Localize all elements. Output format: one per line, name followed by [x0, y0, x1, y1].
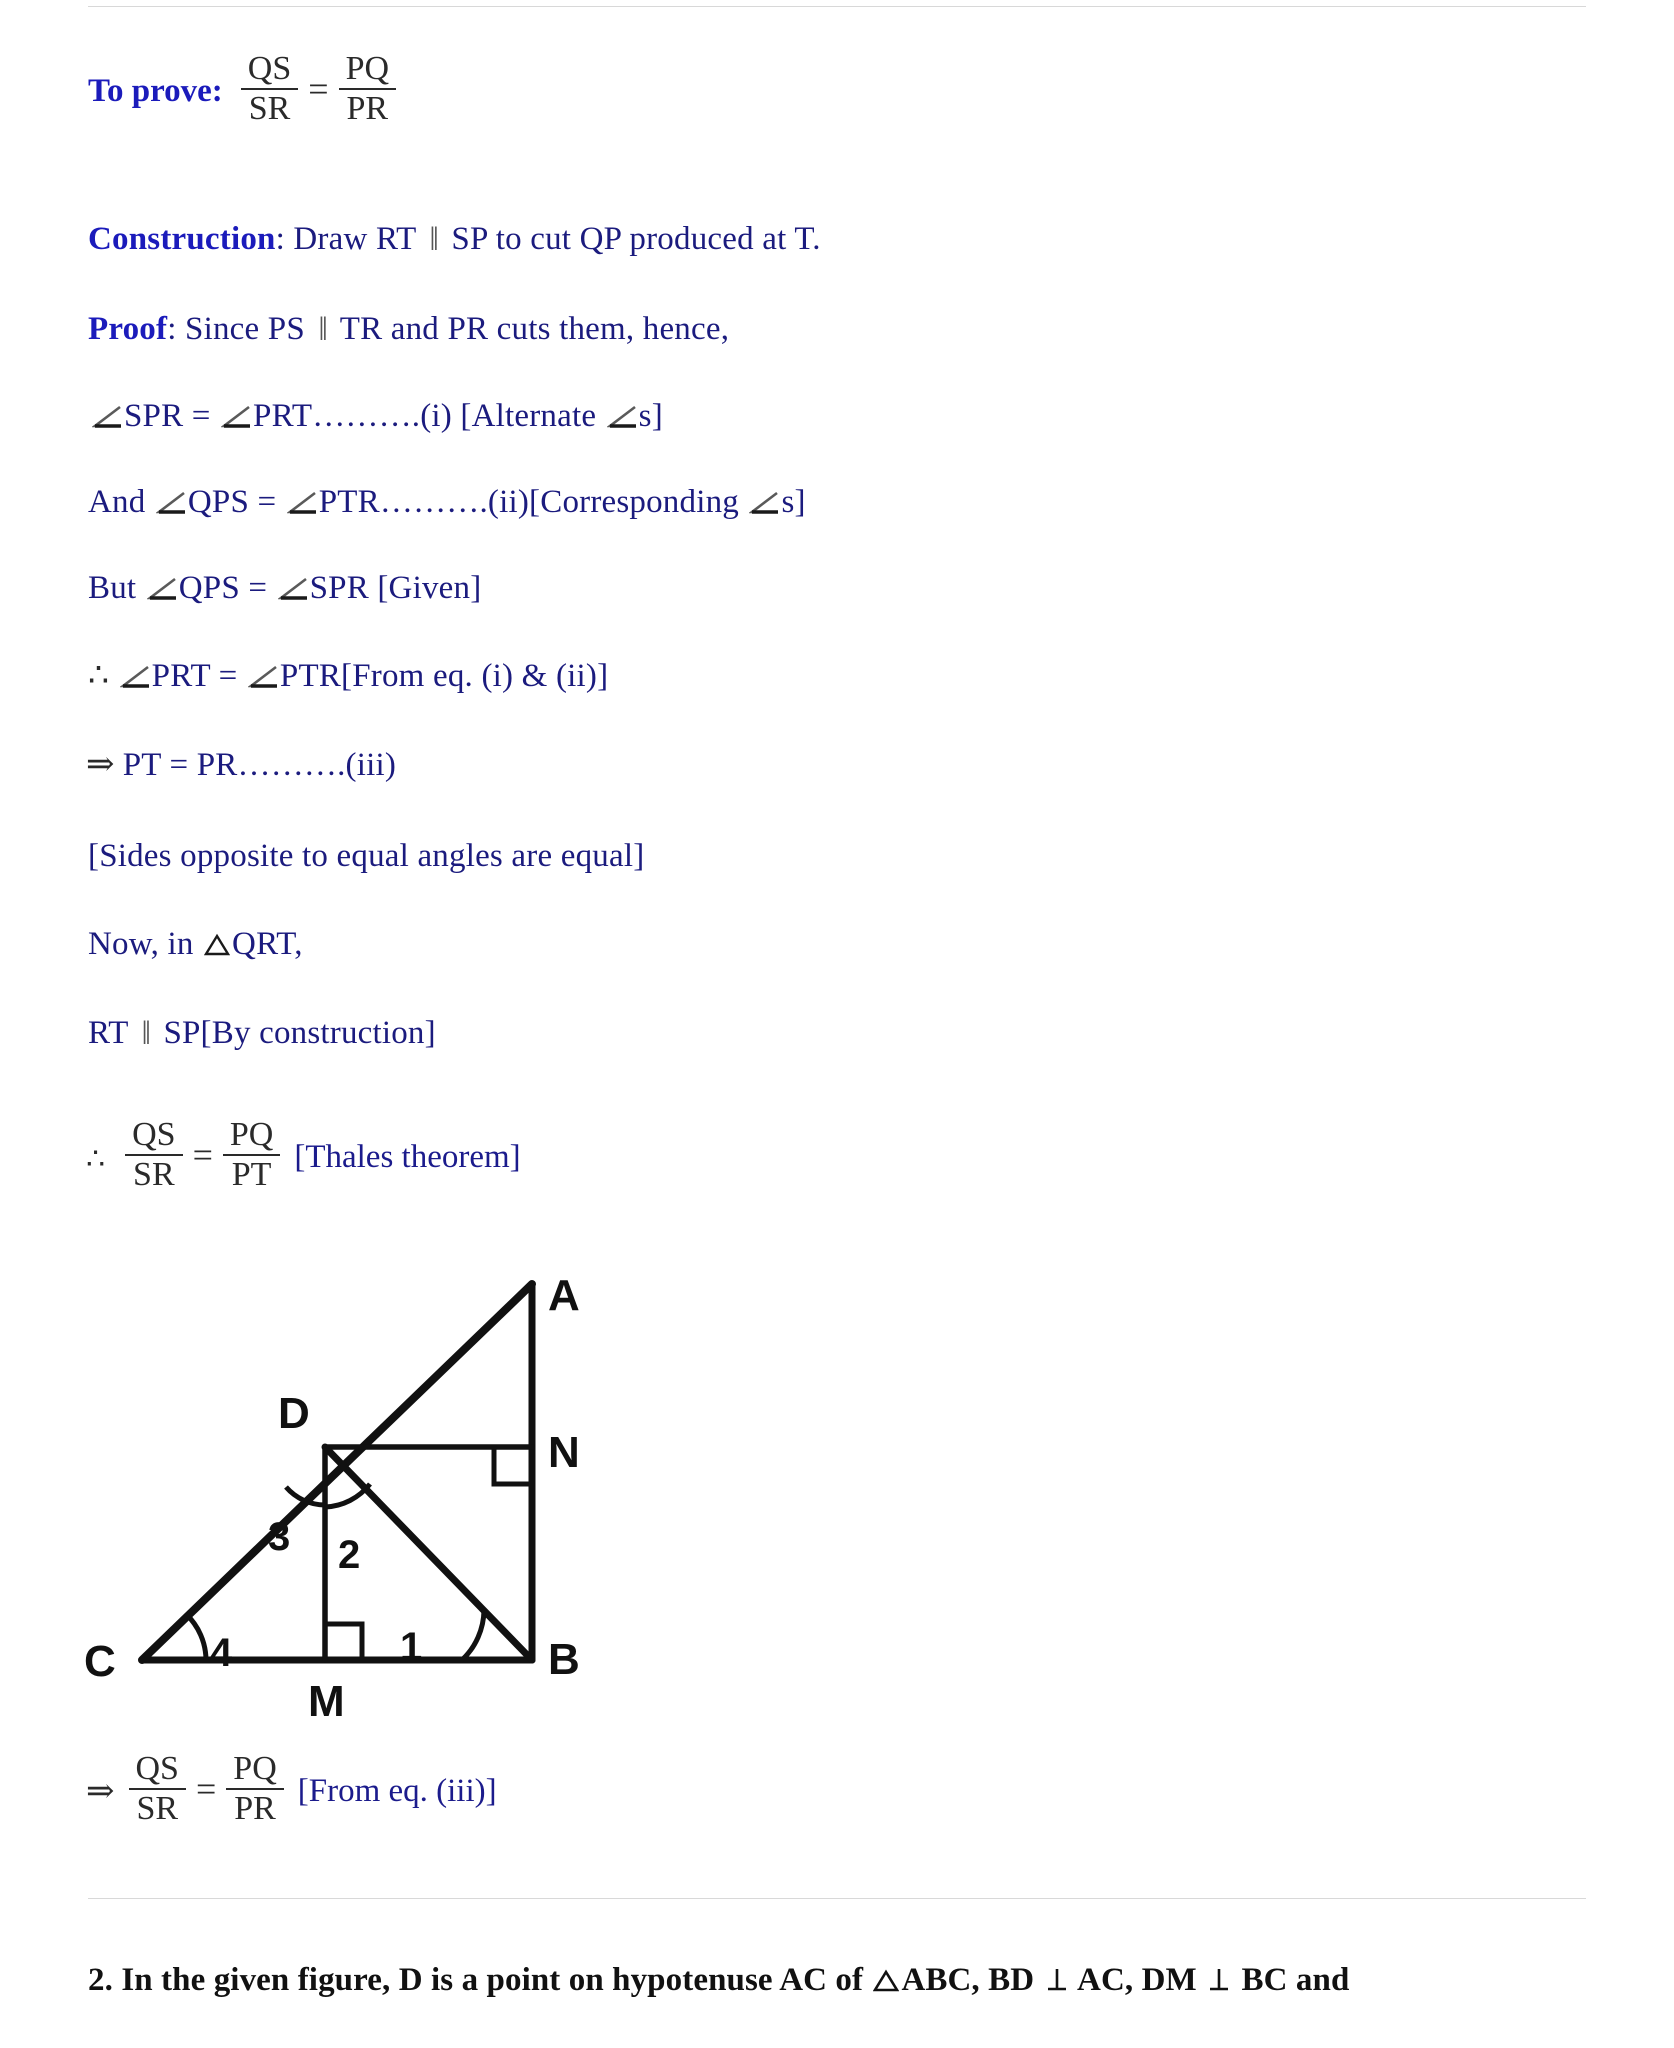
rt-before: RT [88, 1015, 137, 1051]
angle-icon [287, 491, 317, 515]
angle-icon [147, 577, 177, 601]
fraction-qs-sr [241, 50, 298, 128]
fraction-denominator: SR [241, 88, 298, 128]
angle-icon [92, 405, 122, 429]
proof-text-after: TR and PR cuts them, hence, [331, 311, 730, 347]
step-a: PRT [151, 658, 211, 694]
equals-sign: = [192, 1135, 213, 1176]
question-part4: BC and [1233, 1962, 1350, 1998]
figure-angle-2: 2 [338, 1533, 361, 1577]
top-divider [88, 6, 1586, 7]
now-in-qrt-line [88, 928, 303, 961]
angle-icon [221, 405, 251, 429]
perpendicular-icon [1046, 1965, 1068, 1991]
figure-angle-4: 4 [210, 1631, 233, 1675]
next-question-line [88, 1962, 1349, 1999]
step-mid: = [183, 398, 220, 434]
sides-opposite-note: [Sides opposite to equal angles are equal] [88, 838, 645, 874]
proof-label: Proof [88, 311, 168, 347]
construction-label: Construction [88, 221, 276, 257]
fraction-denominator: PR [339, 88, 396, 128]
conclusion-row [86, 1752, 497, 1830]
perpendicular-icon [1208, 1965, 1230, 1991]
pt-equals-pr-line [86, 748, 396, 782]
figure-angle-3: 3 [268, 1515, 291, 1559]
thales-note: [Thales theorem] [294, 1138, 521, 1175]
construction-text-after: SP to cut QP produced at T. [442, 221, 821, 257]
step-a: QPS [178, 570, 240, 606]
question-number: 2. [88, 1962, 113, 1998]
conclusion-note: [From eq. (iii)] [297, 1772, 497, 1809]
thales-row [86, 1118, 521, 1196]
fraction-numerator: QS [132, 1116, 176, 1153]
step-b: SPR [Given] [309, 570, 482, 606]
to-prove-row [88, 52, 402, 130]
figure-angle-1: 1 [400, 1625, 423, 1669]
angle-icon [607, 405, 637, 429]
parallel-icon: ‖ [318, 311, 327, 348]
question-part2: ABC, BD [901, 1962, 1043, 1998]
proof-text-before: : Since PS [167, 311, 314, 347]
step-b: PRT [253, 398, 313, 434]
triangle-icon [204, 931, 230, 955]
fraction-numerator: PQ [233, 1750, 277, 1787]
fraction-denominator: SR [125, 1154, 182, 1194]
implies-icon: ⇒ [86, 1773, 115, 1811]
question-part1: In the given figure, D is a point on hypotenuse AC of [121, 1962, 872, 1998]
step-suffix: ……….(ii)[Corresponding [379, 484, 748, 520]
step-a: QPS [187, 484, 250, 520]
fraction-qs-sr [129, 1750, 186, 1828]
construction-line [88, 222, 821, 256]
now-in-after: QRT, [232, 926, 303, 962]
therefore-icon: ∴ [88, 658, 118, 694]
step-prefix: And [88, 484, 154, 520]
proof-step-i [90, 400, 663, 433]
parallel-icon: ‖ [429, 221, 438, 258]
proof-step-ii [88, 486, 806, 519]
step-b: PTR[From eq. (i) & (ii)] [279, 658, 609, 694]
bottom-divider [88, 1898, 1586, 1899]
fraction-denominator: PT [223, 1154, 280, 1194]
fraction-numerator: PQ [345, 50, 390, 87]
fraction-pq-pr [226, 1750, 283, 1828]
to-prove-label: To prove: [88, 72, 223, 109]
pt-equals-pr-text: PT = PR……….(iii) [122, 747, 397, 783]
figure-label-D: D [278, 1389, 310, 1438]
angle-icon [156, 491, 186, 515]
figure-label-B: B [548, 1635, 580, 1684]
step-tail: s] [781, 484, 806, 520]
parallel-icon: ‖ [141, 1015, 150, 1052]
fraction-qs-sr [125, 1116, 182, 1194]
rt-parallel-sp-line [88, 1016, 436, 1050]
construction-text-before: : Draw RT [275, 221, 425, 257]
fraction-pq-pt [223, 1116, 280, 1194]
implies-icon: ⇒ [86, 746, 115, 783]
fraction-numerator: QS [135, 1750, 179, 1787]
fraction-numerator: PQ [229, 1116, 274, 1153]
angle-icon [248, 665, 278, 689]
geometry-figure [70, 1262, 590, 1722]
proof-intro-line [88, 312, 729, 346]
rt-after: SP[By construction] [155, 1015, 436, 1051]
proof-step-given [88, 572, 481, 605]
step-mid: = [249, 484, 285, 520]
step-mid: = [239, 570, 276, 606]
fraction-numerator: QS [247, 50, 292, 87]
step-mid: = [210, 658, 246, 694]
equals-sign: = [308, 69, 329, 110]
step-b: PTR [318, 484, 380, 520]
figure-label-M: M [308, 1677, 345, 1722]
figure-label-N: N [548, 1428, 580, 1477]
step-suffix: ……….(i) [Alternate [312, 398, 605, 434]
equals-sign: = [195, 1769, 217, 1810]
therefore-icon: ∴ [86, 1142, 106, 1176]
question-part3: AC, DM [1070, 1962, 1206, 1998]
figure-label-A: A [548, 1271, 580, 1320]
step-a: SPR [124, 398, 184, 434]
fraction-pq-pr [339, 50, 396, 128]
triangle-icon [873, 1965, 899, 1989]
proof-step-eq-iii [88, 660, 608, 693]
figure-label-C: C [84, 1637, 116, 1686]
now-in-before: Now, in [88, 926, 203, 962]
fraction-denominator: SR [129, 1788, 186, 1828]
step-prefix: But [88, 570, 145, 606]
fraction-denominator: PR [226, 1788, 283, 1828]
angle-icon [749, 491, 779, 515]
angle-icon [278, 577, 308, 601]
step-tail: s] [638, 398, 663, 434]
angle-icon [120, 665, 150, 689]
